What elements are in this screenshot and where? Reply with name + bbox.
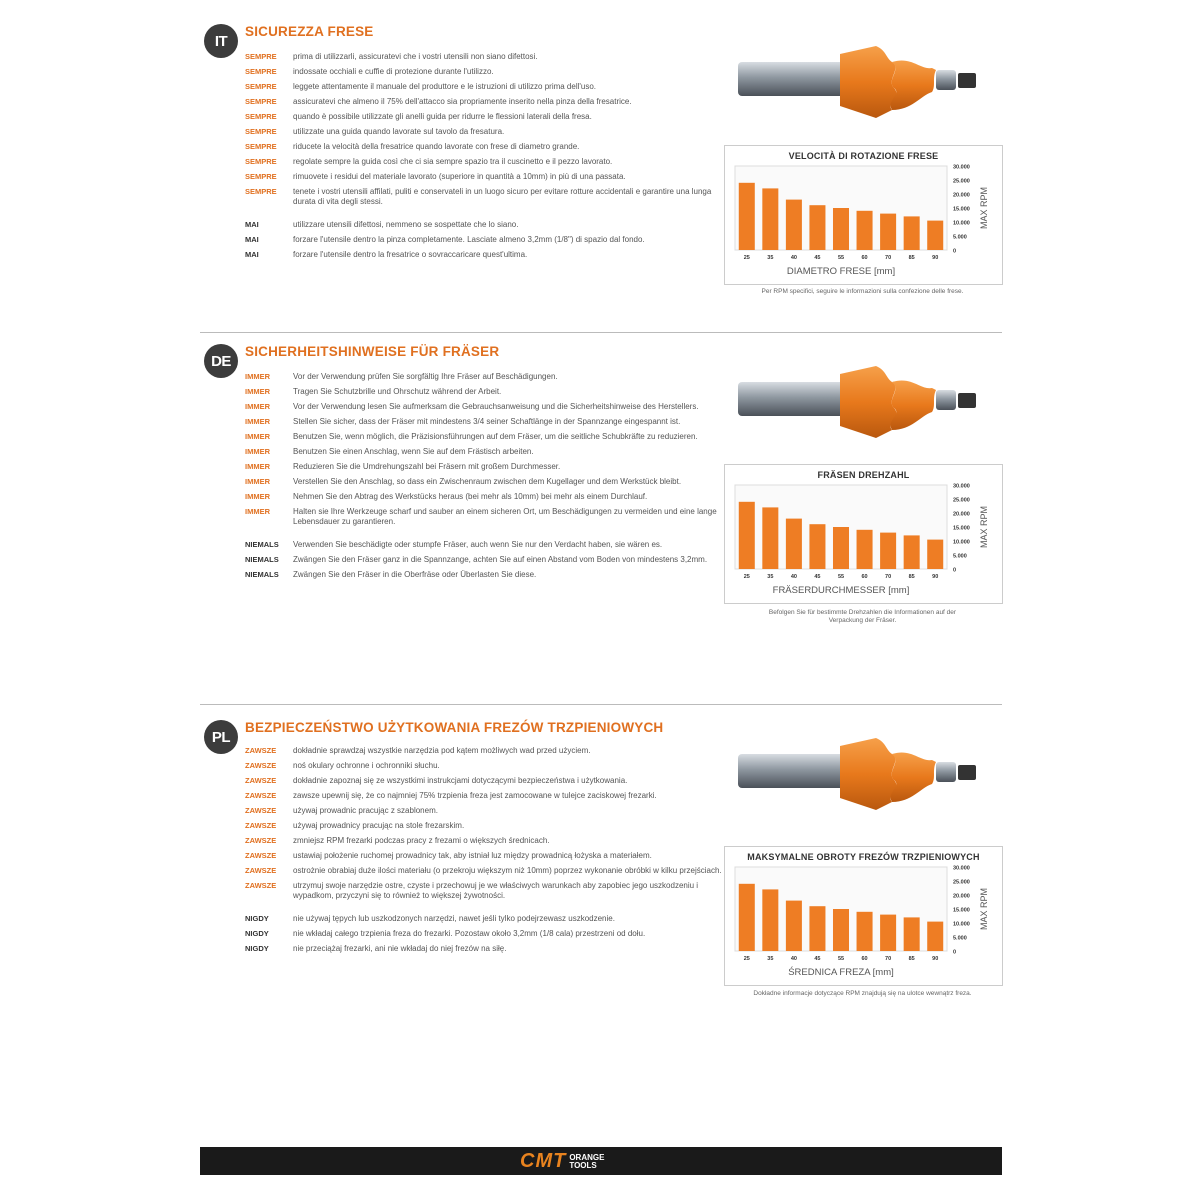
always-rule-item [245, 67, 723, 77]
rule-keyword: IMMER [245, 507, 270, 516]
always-rule-item [245, 507, 723, 527]
rule-keyword: SEMPRE [245, 82, 277, 91]
always-rule-item [245, 417, 723, 427]
rules-list [245, 372, 723, 585]
rule-keyword: NIGDY [245, 944, 269, 953]
never-rule-item [245, 570, 723, 580]
x-tick-label: 40 [790, 574, 797, 580]
rule-text: zawsze upewnij się, że co najmniej 75% trzpienia freza jest zamocowane w tulejce zaciskowej frezarki. [293, 791, 657, 800]
x-tick-label: 85 [908, 956, 915, 962]
chart-bar [833, 527, 849, 569]
rule-text: Vor der Verwendung lesen Sie aufmerksam die Gebrauchsanweisung und die Sicherheitshinweise des Herstellers. [293, 402, 699, 411]
never-rule-item [245, 250, 723, 260]
y-tick-label: 0 [953, 248, 957, 255]
always-rule-item [245, 492, 723, 502]
rule-keyword: IMMER [245, 477, 270, 486]
x-tick-label: 55 [837, 574, 845, 580]
never-rule-item [245, 555, 723, 565]
rule-keyword: IMMER [245, 417, 270, 426]
rule-keyword: SEMPRE [245, 142, 277, 151]
y-tick-label: 30.000 [953, 164, 970, 171]
x-tick-label: 45 [814, 574, 821, 580]
x-tick-label: 90 [932, 574, 939, 580]
chart-plot [725, 162, 1002, 282]
rule-keyword: ZAWSZE [245, 821, 277, 830]
rule-keyword: IMMER [245, 447, 270, 456]
x-tick-label: 90 [932, 255, 939, 261]
rule-keyword: IMMER [245, 462, 270, 471]
x-tick-label: 40 [790, 956, 797, 962]
rule-keyword: ZAWSZE [245, 791, 277, 800]
rules-list [245, 746, 723, 959]
rule-keyword: IMMER [245, 387, 270, 396]
rule-text: ostrożnie obrabiaj duże ilości materiału (o przekroju większym niż 10mm) poprzez wykonanie obróbki w kilku przejściach. [293, 866, 722, 875]
y-tick-label: 0 [953, 949, 957, 956]
always-rule-item [245, 791, 723, 801]
always-rule-item [245, 462, 723, 472]
chart-bar [880, 533, 896, 569]
rule-text: nie przeciążaj frezarki, ani nie wkładaj do niej frezów na siłę. [293, 944, 507, 953]
x-tick-label: 70 [885, 574, 892, 580]
never-rule-item [245, 540, 723, 550]
language-badge: PL [204, 720, 238, 754]
rule-keyword: ZAWSZE [245, 761, 277, 770]
chart-bar [927, 922, 943, 951]
router-bit-image [736, 732, 992, 812]
section-title: BEZPIECZEŃSTWO UŻYTKOWANIA FREZÓW TRZPIENIOWYCH [245, 720, 664, 735]
rule-text: używaj prowadnic pracując z szablonem. [293, 806, 438, 815]
rule-keyword: SEMPRE [245, 127, 277, 136]
x-tick-label: 45 [814, 255, 821, 261]
x-axis-label: DIAMETRO FRESE [mm] [786, 266, 896, 277]
x-tick-label: 60 [861, 255, 868, 261]
chart-note: Per RPM specifici, seguire le informazioni sulla confezione delle frese. [761, 288, 964, 295]
always-rule-item [245, 881, 723, 901]
brand-sub-tools: TOOLS [569, 1160, 597, 1170]
brand-sub-orange: ORANGE [569, 1152, 605, 1162]
rule-text: Verstellen Sie den Anschlag, so dass ein Zwischenraum zwischen dem Kugellager und dem Werkstück bleibt. [293, 477, 682, 486]
always-rule-item [245, 836, 723, 846]
always-rule-item [245, 477, 723, 487]
y-axis-label: MAX RPM [979, 887, 989, 931]
always-rule-item [245, 821, 723, 831]
rule-text: Benutzen Sie einen Anschlag, wenn Sie auf dem Frästisch arbeiten. [293, 447, 534, 456]
rule-text: używaj prowadnicy pracując na stole frezarskim. [293, 821, 465, 830]
always-rule-item [245, 97, 723, 107]
rule-text: forzare l'utensile dentro la pinza completamente. Lasciate almeno 3,2mm (1/8") di spazio dal fondo. [293, 235, 645, 244]
rule-text: utrzymuj swoje narzędzie ostre, czyste i przechowuj je we właściwych warunkach aby zapobiec jego uszkodzeniu i wypadkom, przyczyni się to również to większej żywotności. [293, 881, 699, 900]
section-title: SICUREZZA FRESE [245, 24, 374, 39]
x-tick-label: 70 [885, 956, 892, 962]
always-rule-item [245, 761, 723, 771]
rule-keyword: SEMPRE [245, 97, 277, 106]
rule-text: Nehmen Sie den Abtrag des Werkstücks heraus (bei mehr als 10mm) bei mehr als einem Durchlauf. [293, 492, 648, 501]
rule-text: Reduzieren Sie die Umdrehungszahl bei Fräsern mit großem Durchmesser. [293, 462, 561, 471]
chart-bar [762, 188, 778, 250]
rule-keyword: IMMER [245, 432, 270, 441]
rule-text: riducete la velocità della fresatrice quando lavorate con frese di diametro grande. [293, 142, 580, 151]
rpm-chart [724, 464, 1003, 604]
rule-text: zmniejsz RPM frezarki podczas pracy z frezami o większych średnicach. [293, 836, 550, 845]
chart-note: Dokładne informacje dotyczące RPM znajdują się na ulotce wewnątrz freza. [753, 990, 972, 997]
chart-title: VELOCITÀ DI ROTAZIONE FRESE [788, 151, 939, 161]
rule-text: dokładnie zapoznaj się ze wszystkimi instrukcjami dotyczącymi bezpieczeństwa i użytkowania. [293, 776, 628, 785]
rule-keyword: SEMPRE [245, 112, 277, 121]
y-tick-label: 25.000 [953, 879, 970, 886]
rule-text: assicuratevi che almeno il 75% dell'attacco sia propriamente inserito nella pinza della fresatrice. [293, 97, 632, 106]
language-badge: DE [204, 344, 238, 378]
always-rule-item [245, 52, 723, 62]
chart-bar [786, 519, 802, 569]
chart-bar [904, 917, 920, 951]
rule-text: nie wkładaj całego trzpienia freza do frezarki. Pozostaw około 3,2mm (1/8 cala) przestrzeni od dołu. [293, 929, 646, 938]
rule-text: Stellen Sie sicher, dass der Fräser mit mindestens 3/4 seiner Schaftlänge in der Spannzange eingespannt ist. [293, 417, 681, 426]
section-divider [200, 704, 1002, 705]
y-axis-label: MAX RPM [979, 186, 989, 230]
chart-bar [786, 901, 802, 951]
rule-keyword: SEMPRE [245, 52, 277, 61]
always-rule-item [245, 432, 723, 442]
rule-text: Halten sie Ihre Werkzeuge scharf und sauber an einem sicheren Ort, um Beschädigungen zu vermeiden und eine lange Lebensdauer zu garantieren. [293, 507, 717, 526]
x-tick-label: 35 [767, 255, 774, 261]
chart-bar [762, 507, 778, 569]
rule-keyword: MAI [245, 235, 259, 244]
never-rule-item [245, 220, 723, 230]
rule-text: quando è possibile utilizzate gli anelli guida per ridurre le flessioni laterali della fresa. [293, 112, 592, 121]
chart-title: FRÄSEN DREHZAHL [817, 470, 910, 480]
x-tick-label: 85 [908, 255, 915, 261]
x-tick-label: 40 [790, 255, 797, 261]
always-rule-item [245, 372, 723, 382]
x-tick-label: 70 [885, 255, 892, 261]
always-rule-item [245, 172, 723, 182]
always-rule-item [245, 866, 723, 876]
chart-plot [725, 863, 1002, 983]
brand-logo-text: CMT [520, 1150, 567, 1172]
router-bit-image [736, 360, 992, 440]
rule-keyword: NIGDY [245, 929, 269, 938]
rule-keyword: MAI [245, 250, 259, 259]
y-tick-label: 10.000 [953, 539, 970, 546]
rules-list [245, 52, 723, 265]
rule-keyword: NIGDY [245, 914, 269, 923]
rule-keyword: IMMER [245, 402, 270, 411]
y-tick-label: 20.000 [953, 192, 970, 199]
brand-logo [520, 1150, 604, 1173]
rule-keyword: IMMER [245, 492, 270, 501]
chart-bar [809, 524, 825, 569]
chart-title: MAKSYMALNE OBROTY FREZÓW TRZPIENIOWYCH [747, 852, 980, 862]
chart-bar [762, 889, 778, 951]
x-tick-label: 25 [743, 956, 750, 962]
always-rule-item [245, 746, 723, 756]
always-rule-item [245, 387, 723, 397]
chart-bar [833, 909, 849, 951]
x-tick-label: 25 [743, 574, 750, 580]
always-rule-item [245, 187, 723, 207]
chart-bar [809, 906, 825, 951]
y-tick-label: 20.000 [953, 893, 970, 900]
rule-text: utilizzate una guida quando lavorate sul tavolo da fresatura. [293, 127, 505, 136]
chart-bar [786, 200, 802, 250]
always-rule-item [245, 157, 723, 167]
rule-text: leggete attentamente il manuale del produttore e le istruzioni di utilizzo prima dell'uso. [293, 82, 597, 91]
chart-bar [833, 208, 849, 250]
rule-text: rimuovete i residui del materiale lavorato (superiore in quantità a 10mm) in più di una passata. [293, 172, 626, 181]
rule-text: dokładnie sprawdzaj wszystkie narzędzia pod kątem możliwych wad przed użyciem. [293, 746, 591, 755]
always-rule-item [245, 82, 723, 92]
never-rule-item [245, 944, 723, 954]
x-axis-label: ŚREDNICA FREZA [mm] [788, 967, 894, 978]
always-rule-item [245, 402, 723, 412]
y-tick-label: 25.000 [953, 497, 970, 504]
rule-text: Verwenden Sie beschädigte oder stumpfe Fräser, auch wenn Sie nur den Verdacht haben, sie wären es. [293, 540, 663, 549]
x-axis-label: FRÄSERDURCHMESSER [mm] [772, 585, 910, 596]
always-rule-item [245, 142, 723, 152]
x-tick-label: 55 [837, 956, 845, 962]
chart-bar [739, 183, 755, 250]
always-rule-item [245, 806, 723, 816]
rpm-chart [724, 846, 1003, 986]
chart-bar [857, 211, 873, 250]
chart-bar [857, 530, 873, 569]
y-tick-label: 25.000 [953, 178, 970, 185]
chart-bar [904, 216, 920, 250]
rule-keyword: SEMPRE [245, 187, 277, 196]
chart-bar [739, 884, 755, 951]
rule-text: ustawiaj położenie ruchomej prowadnicy tak, aby istniał luz między prowadnicą łożyska a materiałem. [293, 851, 652, 860]
always-rule-item [245, 776, 723, 786]
y-tick-label: 30.000 [953, 865, 970, 872]
rule-keyword: ZAWSZE [245, 851, 277, 860]
rpm-chart [724, 145, 1003, 285]
never-rule-item [245, 914, 723, 924]
rule-keyword: SEMPRE [245, 67, 277, 76]
x-tick-label: 25 [743, 255, 750, 261]
rule-text: Benutzen Sie, wenn möglich, die Präzisionsführungen auf dem Fräser, um die seitliche Schubkräfte zu reduzieren. [293, 432, 698, 441]
language-badge: IT [204, 24, 238, 58]
rule-keyword: SEMPRE [245, 157, 277, 166]
chart-bar [857, 912, 873, 951]
rule-keyword: ZAWSZE [245, 836, 277, 845]
rule-keyword: ZAWSZE [245, 881, 277, 890]
y-tick-label: 5.000 [953, 234, 967, 241]
rule-text: regolate sempre la guida così che ci sia sempre spazio tra il cuscinetto e il pezzo lavorato. [293, 157, 613, 166]
section-title: SICHERHEITSHINWEISE FÜR FRÄSER [245, 344, 500, 359]
chart-plot [725, 481, 1002, 601]
y-tick-label: 15.000 [953, 525, 970, 532]
chart-note: Befolgen Sie für bestimmte Drehzahlen die Informationen auf der Verpackung der Fräser. [768, 609, 957, 624]
y-tick-label: 10.000 [953, 220, 970, 227]
always-rule-item [245, 112, 723, 122]
rule-text: forzare l'utensile dentro la fresatrice o sovraccaricare quest'ultima. [293, 250, 528, 259]
chart-bar [809, 205, 825, 250]
rule-keyword: ZAWSZE [245, 746, 277, 755]
rule-text: tenete i vostri utensili affilati, puliti e conservateli in un luogo sicuro per evitare rotture accidentali e garantire una lunga durata di vita degli stessi. [293, 187, 712, 206]
section-divider [200, 332, 1002, 333]
x-tick-label: 90 [932, 956, 939, 962]
y-tick-label: 15.000 [953, 907, 970, 914]
rule-text: nie używaj tępych lub uszkodzonych narzędzi, nawet jeśli tylko podejrzewasz uszkodzenie. [293, 914, 615, 923]
x-tick-label: 85 [908, 574, 915, 580]
y-tick-label: 15.000 [953, 206, 970, 213]
rule-keyword: NIEMALS [245, 555, 279, 564]
rule-keyword: NIEMALS [245, 540, 279, 549]
footer-bar [200, 1147, 1002, 1175]
rule-text: indossate occhiali e cuffie di protezione durante l'utilizzo. [293, 67, 494, 76]
y-tick-label: 10.000 [953, 921, 970, 928]
x-tick-label: 35 [767, 956, 774, 962]
x-tick-label: 55 [837, 255, 845, 261]
chart-bar [880, 915, 896, 951]
rule-text: noś okulary ochronne i ochronniki słuchu. [293, 761, 440, 770]
x-tick-label: 60 [861, 956, 868, 962]
never-rule-item [245, 235, 723, 245]
rule-keyword: MAI [245, 220, 259, 229]
always-rule-item [245, 127, 723, 137]
chart-bar [904, 535, 920, 569]
rule-text: Zwängen Sie den Fräser ganz in die Spannzange, achten Sie auf einen Abstand vom Boden von mindestens 3,2mm. [293, 555, 708, 564]
rule-keyword: IMMER [245, 372, 270, 381]
chart-bar [739, 502, 755, 569]
x-tick-label: 35 [767, 574, 774, 580]
y-tick-label: 0 [953, 567, 957, 574]
brand-logo-subtitle [569, 1154, 604, 1170]
rule-text: utilizzare utensili difettosi, nemmeno se sospettate che lo siano. [293, 220, 519, 229]
chart-bar [927, 221, 943, 250]
rule-text: Zwängen Sie den Fräser in die Oberfräse oder Überlasten Sie diese. [293, 570, 537, 579]
rule-text: prima di utilizzarli, assicuratevi che i vostri utensili non siano difettosi. [293, 52, 538, 61]
rule-keyword: ZAWSZE [245, 866, 277, 875]
rule-keyword: ZAWSZE [245, 806, 277, 815]
x-tick-label: 60 [861, 574, 868, 580]
y-tick-label: 20.000 [953, 511, 970, 518]
rule-keyword: NIEMALS [245, 570, 279, 579]
rule-text: Tragen Sie Schutzbrille und Ohrschutz während der Arbeit. [293, 387, 502, 396]
rule-keyword: SEMPRE [245, 172, 277, 181]
y-axis-label: MAX RPM [979, 505, 989, 549]
never-rule-item [245, 929, 723, 939]
y-tick-label: 5.000 [953, 935, 967, 942]
router-bit-image [736, 40, 992, 120]
y-tick-label: 5.000 [953, 553, 967, 560]
y-tick-label: 30.000 [953, 483, 970, 490]
chart-bar [880, 214, 896, 250]
chart-bar [927, 540, 943, 569]
rule-text: Vor der Verwendung prüfen Sie sorgfältig Ihre Fräser auf Beschädigungen. [293, 372, 558, 381]
rule-keyword: ZAWSZE [245, 776, 277, 785]
always-rule-item [245, 447, 723, 457]
always-rule-item [245, 851, 723, 861]
x-tick-label: 45 [814, 956, 821, 962]
